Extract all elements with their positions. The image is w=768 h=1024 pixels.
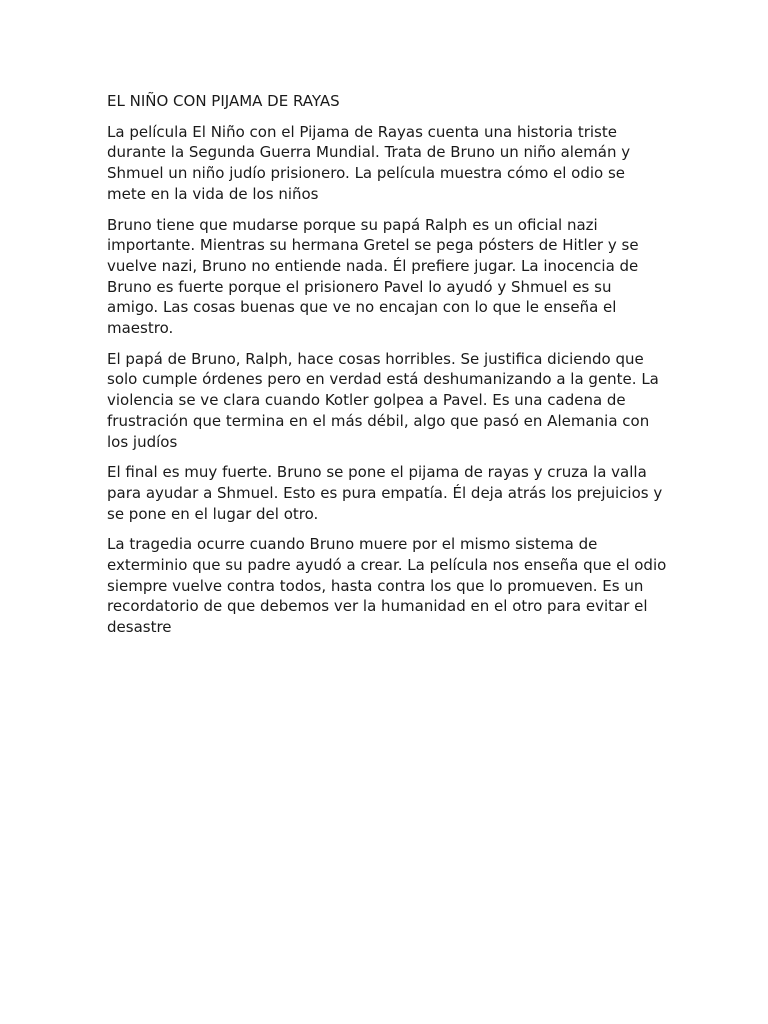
paragraph-ending: El final es muy fuerte. Bruno se pone el pijama de rayas y cruza la valla para ayudar a Shmuel. Esto es pura empatía. Él deja atrás los prejuicios y se pone en el lugar del otro. [107, 463, 663, 523]
paragraph-intro: La película El Niño con el Pijama de Rayas cuenta una historia triste durante la Segunda Guerra Mundial. Trata de Bruno un niño alemán y Shmuel un niño judío prisionero. La película muestra cómo el odio se mete en la vida de los niños [107, 122, 631, 203]
document-title: EL NIÑO CON PIJAMA DE RAYAS [107, 92, 340, 110]
paragraph-bruno-innocence: Bruno tiene que mudarse porque su papá Ralph es un oficial nazi importante. Mientras su hermana Gretel se pega pósters de Hitler y se vuelve nazi, Bruno no entiende nada. Él prefiere jugar. La inocencia de Bruno es fuerte porque el prisionero Pavel lo ayudó y Shmuel es su amigo. Las cosas buenas que ve no encajan con lo que le enseña el maestro. [107, 215, 639, 338]
paragraph-tragedy: La tragedia ocurre cuando Bruno muere por el mismo sistema de exterminio que su padre ayudó a crear. La película nos enseña que el odio siempre vuelve contra todos, hasta contra los que lo promueven. Es un recordatorio de que debemos ver la humanidad en el otro para evitar el desastre [107, 535, 667, 637]
paragraph-ralph-violence: El papá de Bruno, Ralph, hace cosas horribles. Se justifica diciendo que solo cumple órdenes pero en verdad está deshumanizando a la gente. La violencia se ve clara cuando Kotler golpea a Pavel. Es una cadena de frustración que termina en el más débil, algo que pasó en Alemania con los judíos [107, 349, 659, 451]
document-body [107, 91, 667, 648]
